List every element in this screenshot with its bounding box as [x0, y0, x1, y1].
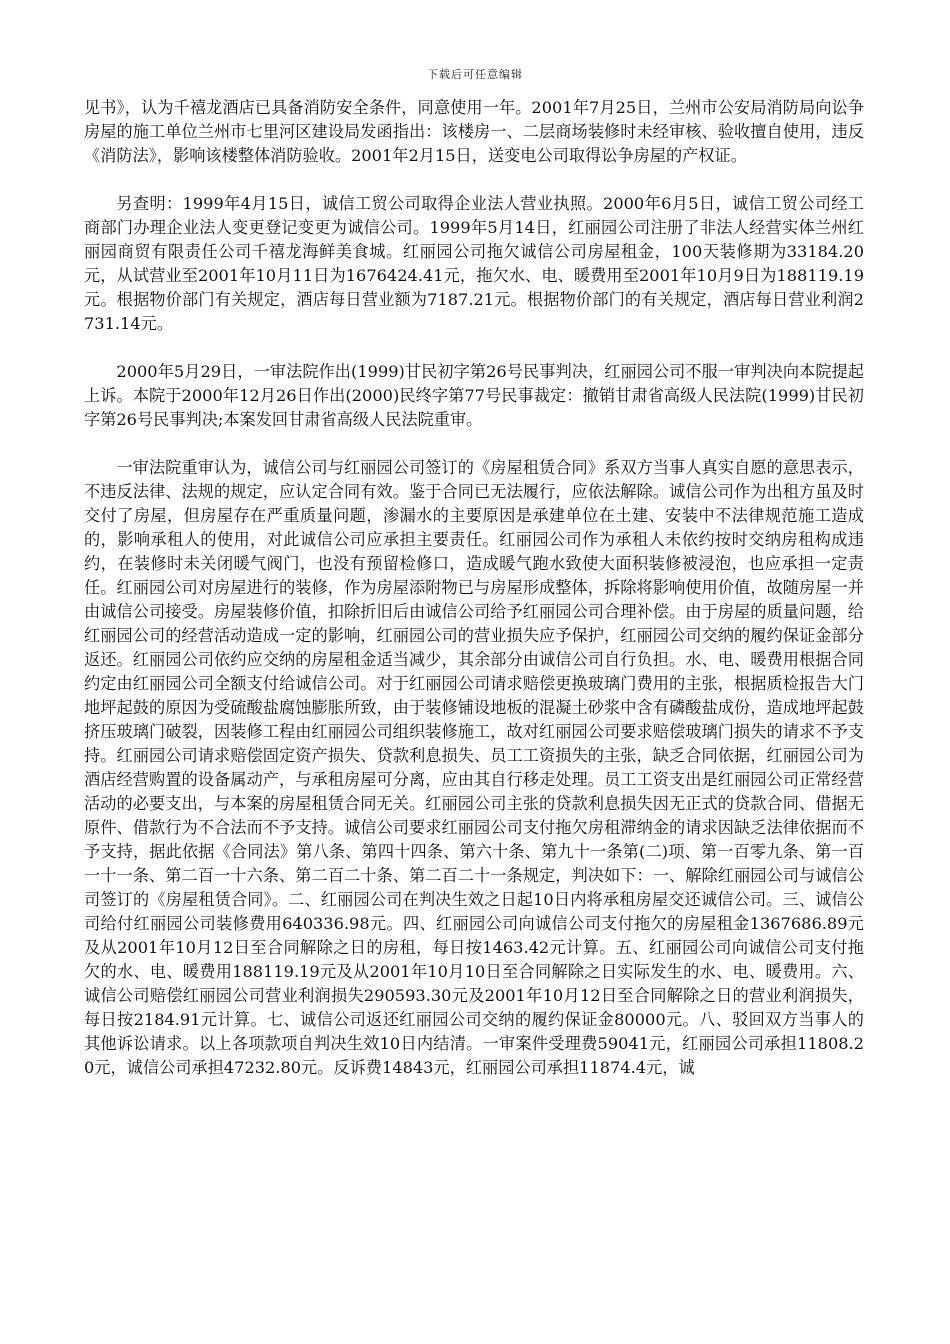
paragraph-4: 一审法院重审认为，诚信公司与红丽园公司签订的《房屋租赁合同》系双方当事人真实自愿的意思表示，不违反法律、法规的规定，应认定合同有效。鉴于合同已无法履行，应依法解除。诚信公司作为出租方虽及时交付了房屋，但房屋存在严重质量问题，渗漏水的主要原因是承建单位在土建、安装中不法律规范施工造成的，影响承租人的使用，对此诚信公司应承担主要责任。红丽园公司作为承租人未依约按时交纳房租构成违约，在装修时未关闭暖气阀门，也没有预留检修口，造成暖气跑水致使大面积装修被浸泡，也应承担一定责任。红丽园公司对房屋进行的装修，作为房屋添附物已与房屋形成整体，拆除将影响使用价值，故随房屋一并由诚信公司接受。房屋装修价值，扣除折旧后由诚信公司给予红丽园公司合理补偿。由于房屋的质量问题，给红丽园公司的经营活动造成一定的影响，红丽园公司的营业损失应予保护，红丽园公司交纳的履约保证金部分返还。红丽园公司依约应交纳的房屋租金适当减少，其余部分由诚信公司自行负担。水、电、暖费用根据合同约定由红丽园公司全额支付给诚信公司。对于红丽园公司请求赔偿更换玻璃门费用的主张，根据质检报告大门地坪起鼓的原因为受硫酸盐腐蚀膨胀所致，由于装修铺设地板的混凝土砂浆中含有磷酸盐成份，造成地坪起鼓挤压玻璃门破裂，因装修工程由红丽园公司组织装修施工，故对红丽园公司要求赔偿玻璃门损失的请求不予支持。红丽园公司请求赔偿固定资产损失、贷款利息损失、员工工资损失的主张，缺乏合同依据，红丽园公司为酒店经营购置的设备属动产，与承租房屋可分离，应由其自行移走处理。员工工资支出是红丽园公司正常经营活动的必要支出，与本案的房屋租赁合同无关。红丽园公司主张的贷款利息损失因无正式的贷款合同、借据无原件、借款行为不合法而不予支持。诚信公司要求红丽园公司支付拖欠房租滞纳金的请求因缺乏法律依据而不予支持，据此依据《合同法》第八条、第四十四条、第六十条、第九十一条第(二)项、第一百零九条、第一百一十一条、第二百一十六条、第二百二十条、第二百二十一条规定，判决如下：一、解除红丽园公司与诚信公司签订的《房屋租赁合同》。二、红丽园公司在判决生效之日起10日内将承租房屋交还诚信公司。三、诚信公司给付红丽园公司装修费用640336.98元。四、红丽园公司向诚信公司支付拖欠的房屋租金1367686.89元及从2001年10月12日至合同解除之日的房租，每日按1463.42元计算。五、红丽园公司向诚信公司支付拖欠的水、电、暖费用188119.19元及从2001年10月10日至合同解除之日实际发生的水、电、暖费用。六、诚信公司赔偿红丽园公司营业利润损失290593.30元及2001年10月12日至合同解除之日的营业利润损失，每日按2184.91元计算。七、诚信公司返还红丽园公司交纳的履约保证金80000元。八、驳回双方当事人的其他诉讼请求。以上各项款项自判决生效10日内结清。一审案件受理费59041元，红丽园公司承担11808.20元，诚信公司承担47232.80元。反诉费14843元，红丽园公司承担11874.4元，诚	[84, 458, 864, 1077]
paragraph-1: 见书》，认为千禧龙酒店已具备消防安全条件，同意使用一年。2001年7月25日，兰州市公安局消防局向讼争房屋的施工单位兰州市七里河区建设局发函指出：该楼房一、二层商场装修时未经审核、验收擅自使用，违反《消防法》，影响该楼整体消防验收。2001年2月15日，送变电公司取得讼争房屋的产权证。	[84, 98, 864, 165]
paragraph-gap	[84, 168, 864, 192]
page-header-note: 下载后可任意编辑	[427, 68, 523, 81]
paragraph-3: 2000年5月29日，一审法院作出(1999)甘民初字第26号民事判决，红丽园公司不服一审判决向本院提起上诉。本院于2000年12月26日作出(2000)民终字第77号民事裁定：撤销甘肃省高级人民法院(1999)甘民初字第26号民事判决;本案发回甘肃省高级人民法院重审。	[84, 362, 864, 429]
document-body	[84, 96, 864, 1080]
paragraph-gap	[84, 432, 864, 456]
paragraph-2: 另查明：1999年4月15日，诚信工贸公司取得企业法人营业执照。2000年6月5日，诚信工贸公司经工商部门办理企业法人变更登记变更为诚信公司。1999年5月14日，红丽园公司注册了非法人经营实体兰州红丽园商贸有限责任公司千禧龙海鲜美食城。红丽园公司拖欠诚信公司房屋租金，100天装修期为33184.20元，从试营业至2001年10月11日为1676424.41元，拖欠水、电、暖费用至2001年10月9日为188119.19元。根据物价部门有关规定，酒店每日营业额为7187.21元。根据物价部门的有关规定，酒店每日营业利润2731.14元。	[84, 194, 864, 333]
paragraph-gap	[84, 336, 864, 360]
